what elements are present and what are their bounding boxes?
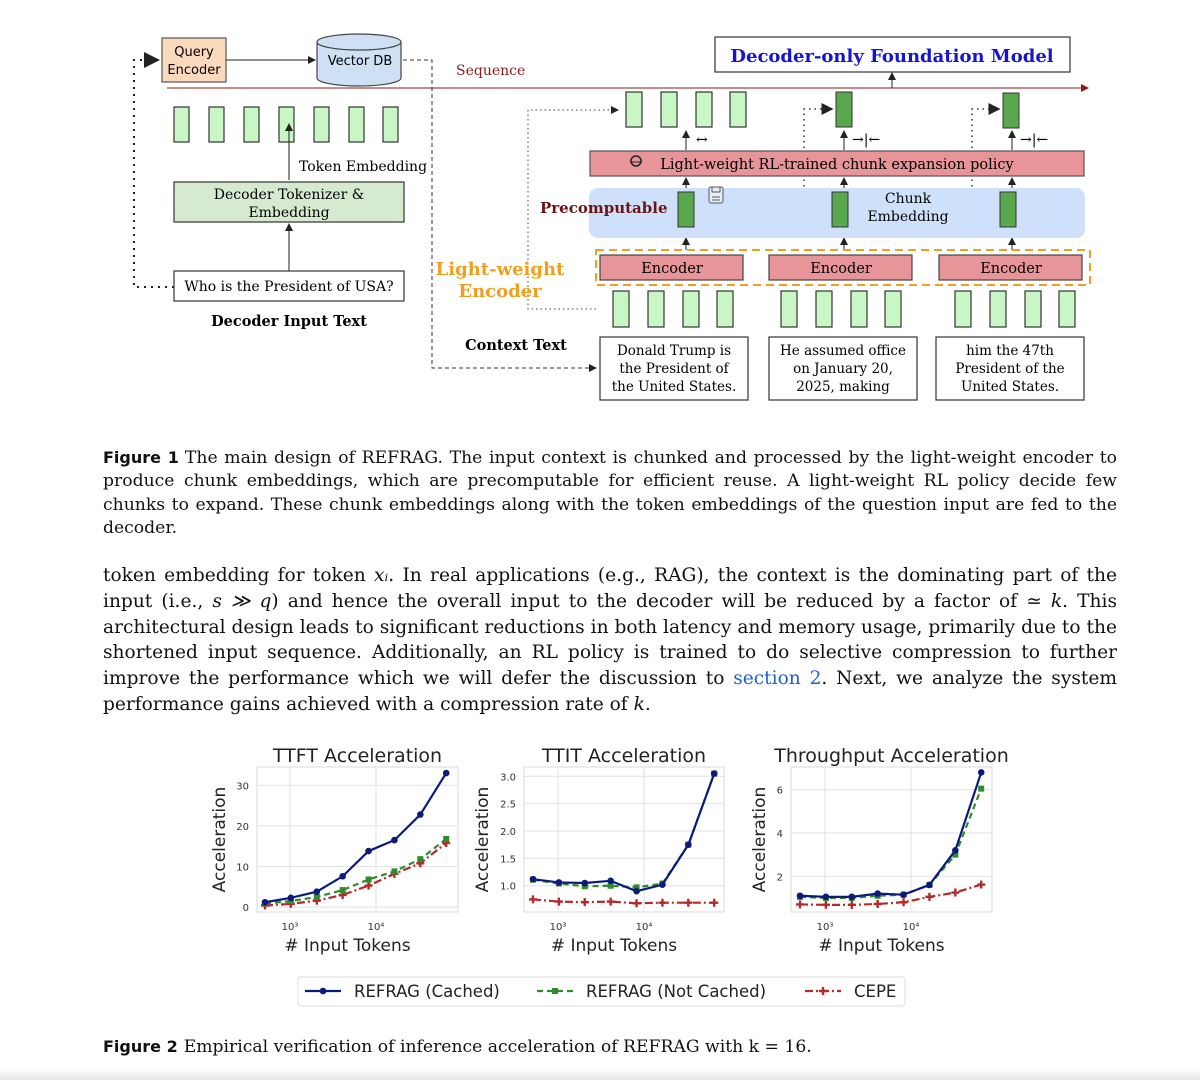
plot-area bbox=[524, 767, 724, 912]
data-point bbox=[340, 887, 346, 893]
section-2-link[interactable]: section 2 bbox=[733, 668, 822, 690]
data-point bbox=[366, 877, 372, 883]
y-tick-label: 4 bbox=[776, 829, 783, 841]
context-chunk-line: the President of bbox=[619, 361, 729, 377]
x-tick-label: 10⁴ bbox=[635, 922, 653, 933]
chart-title: TTFT Acceleration bbox=[272, 745, 443, 767]
math: k bbox=[633, 693, 645, 715]
light-weight-encoder-label: Light-weight bbox=[435, 259, 565, 280]
data-point bbox=[288, 894, 295, 901]
y-tick-label: 2.0 bbox=[500, 827, 516, 839]
svg-text:Light-weight RL-trained chunk: Light-weight RL-trained chunk expansion policy bbox=[660, 157, 1014, 173]
data-point bbox=[978, 786, 984, 792]
data-point bbox=[926, 882, 933, 889]
chart-0 bbox=[210, 745, 458, 956]
svg-text:Decoder-only Foundation Model: Decoder-only Foundation Model bbox=[730, 46, 1054, 67]
svg-text:Encoder: Encoder bbox=[167, 63, 221, 78]
data-point bbox=[874, 890, 881, 897]
figure-1-caption-text: The main design of REFRAG. The input context is chunked and processed by the light-weight encoder to produce chunk embeddings, which are precomputable for efficient reuse. A light-weight RL policy decide few chunks to expand. These chunk embeddings along with the token embeddings of the question input are fed to the decoder. bbox=[103, 448, 1118, 538]
x-axis-label: # Input Tokens bbox=[550, 936, 678, 956]
data-point bbox=[391, 868, 397, 874]
chunk-embedding-label: Chunk bbox=[884, 191, 932, 207]
x-tick-label: 10⁴ bbox=[902, 922, 920, 933]
plot-area bbox=[257, 767, 458, 912]
y-tick-label: 0 bbox=[242, 903, 249, 915]
context-text-label: Context Text bbox=[465, 337, 567, 354]
data-point bbox=[443, 836, 449, 842]
figure-2-caption-text: Empirical verification of inference acceleration of REFRAG with k = 16. bbox=[183, 1037, 812, 1057]
x-axis-label: # Input Tokens bbox=[818, 936, 945, 956]
context-chunk-line: the United States. bbox=[611, 379, 737, 395]
data-point bbox=[952, 847, 959, 854]
y-tick-label: 20 bbox=[236, 821, 249, 833]
context-chunk-line: on January 20, bbox=[793, 361, 893, 377]
legend bbox=[298, 977, 905, 1006]
data-point bbox=[417, 811, 424, 818]
compress-icon: →|← bbox=[852, 132, 881, 148]
data-point bbox=[607, 878, 614, 885]
text: . bbox=[644, 693, 651, 715]
window-bottom-edge bbox=[0, 1068, 1200, 1080]
text: ) and hence the overall input to the decoder will be reduced by a factor of bbox=[271, 590, 1027, 612]
data-point bbox=[823, 894, 830, 901]
data-point bbox=[443, 770, 450, 777]
context-chunk-line: 2025, making bbox=[796, 379, 890, 395]
y-tick-label: 2.5 bbox=[500, 799, 516, 811]
data-point bbox=[365, 848, 372, 855]
decoder-input-text-label: Decoder Input Text bbox=[211, 313, 367, 330]
text: . This architectural design leads to significant reductions in both latency and memory usage, primarily due to the shortened input sequence. Additionally, an RL policy is trained to do selective compression to further improve the performance which we will defer the discussion to bbox=[103, 590, 1117, 690]
compress-icon: →|← bbox=[1020, 132, 1049, 148]
data-point bbox=[900, 891, 907, 898]
chunk-embedding-label-2: Embedding bbox=[867, 209, 949, 225]
data-point bbox=[848, 894, 855, 901]
data-point bbox=[417, 856, 423, 862]
math: s ≫ q bbox=[212, 590, 272, 612]
chart-2 bbox=[750, 745, 1009, 956]
data-point bbox=[262, 899, 269, 906]
encoder-label: Encoder bbox=[641, 261, 703, 277]
y-axis-label: Acceleration bbox=[473, 786, 493, 893]
y-tick-label: 6 bbox=[776, 785, 783, 797]
figure-2-label: Figure 2 bbox=[103, 1037, 178, 1056]
y-tick-label: 1.0 bbox=[500, 881, 516, 893]
data-point bbox=[685, 841, 692, 848]
text: . In real applications (e.g., RAG), the context is the dominating part of the input (i.e., bbox=[103, 565, 1117, 612]
text: token embedding for token bbox=[103, 565, 375, 586]
data-point bbox=[391, 837, 398, 844]
chart-title: Throughput Acceleration bbox=[774, 745, 1009, 767]
x-tick-label: 10⁴ bbox=[367, 922, 385, 933]
y-tick-label: 1.5 bbox=[500, 854, 516, 866]
svg-text:Embedding: Embedding bbox=[248, 205, 330, 221]
y-tick-label: 3.0 bbox=[500, 772, 516, 784]
data-point bbox=[633, 888, 640, 895]
data-point bbox=[581, 880, 588, 887]
svg-text:Vector DB: Vector DB bbox=[327, 54, 393, 69]
data-point bbox=[339, 873, 346, 880]
y-tick-label: 30 bbox=[236, 781, 249, 793]
math: xᵢ bbox=[374, 565, 389, 586]
chart-1 bbox=[473, 745, 724, 956]
legend-marker bbox=[552, 988, 558, 994]
legend-marker bbox=[320, 988, 327, 995]
context-chunk-line: Donald Trump is bbox=[616, 343, 732, 359]
x-axis-label: # Input Tokens bbox=[284, 936, 411, 956]
legend-label: REFRAG (Cached) bbox=[354, 982, 500, 1001]
data-point bbox=[797, 892, 804, 899]
data-point bbox=[978, 769, 985, 776]
data-point bbox=[711, 770, 718, 777]
legend-label: REFRAG (Not Cached) bbox=[586, 982, 767, 1001]
svg-text:Who is the President of USA?: Who is the President of USA? bbox=[184, 279, 394, 295]
y-tick-label: 10 bbox=[236, 862, 249, 874]
y-axis-label: Acceleration bbox=[750, 786, 770, 893]
expand-icon: ↔ bbox=[696, 132, 708, 148]
figure-2-caption bbox=[103, 1035, 1117, 1059]
x-tick-label: 10³ bbox=[816, 922, 834, 933]
context-chunk-line: United States. bbox=[960, 379, 1060, 395]
text: . Next, we analyze the system performance gains achieved with a compression rate of bbox=[103, 668, 1117, 715]
figure-1-label: Figure 1 bbox=[103, 448, 179, 467]
context-chunk-line: He assumed office bbox=[780, 343, 906, 359]
svg-text:Query: Query bbox=[174, 45, 214, 60]
y-tick-label: 2 bbox=[776, 872, 783, 884]
token-embedding-label: Token Embedding bbox=[299, 159, 428, 175]
encoder-label: Encoder bbox=[980, 261, 1042, 277]
svg-text:Decoder Tokenizer &: Decoder Tokenizer & bbox=[213, 187, 365, 203]
data-point bbox=[659, 881, 666, 888]
light-weight-encoder-label-2: Encoder bbox=[458, 281, 542, 302]
precomputable-label: Precomputable bbox=[540, 199, 668, 217]
encoder-label: Encoder bbox=[810, 261, 872, 277]
context-chunk-line: President of the bbox=[955, 361, 1065, 377]
data-point bbox=[313, 888, 320, 895]
x-tick-label: 10³ bbox=[549, 922, 567, 933]
legend-label: CEPE bbox=[854, 982, 897, 1001]
context-chunk-line: him the 47th bbox=[966, 343, 1054, 359]
x-tick-label: 10³ bbox=[281, 922, 299, 933]
sequence-label: Sequence bbox=[456, 63, 526, 79]
chart-title: TTIT Acceleration bbox=[541, 745, 707, 767]
y-axis-label: Acceleration bbox=[210, 786, 230, 893]
data-point bbox=[556, 879, 563, 886]
math: ≃ k bbox=[1026, 590, 1063, 612]
data-point bbox=[530, 876, 537, 883]
